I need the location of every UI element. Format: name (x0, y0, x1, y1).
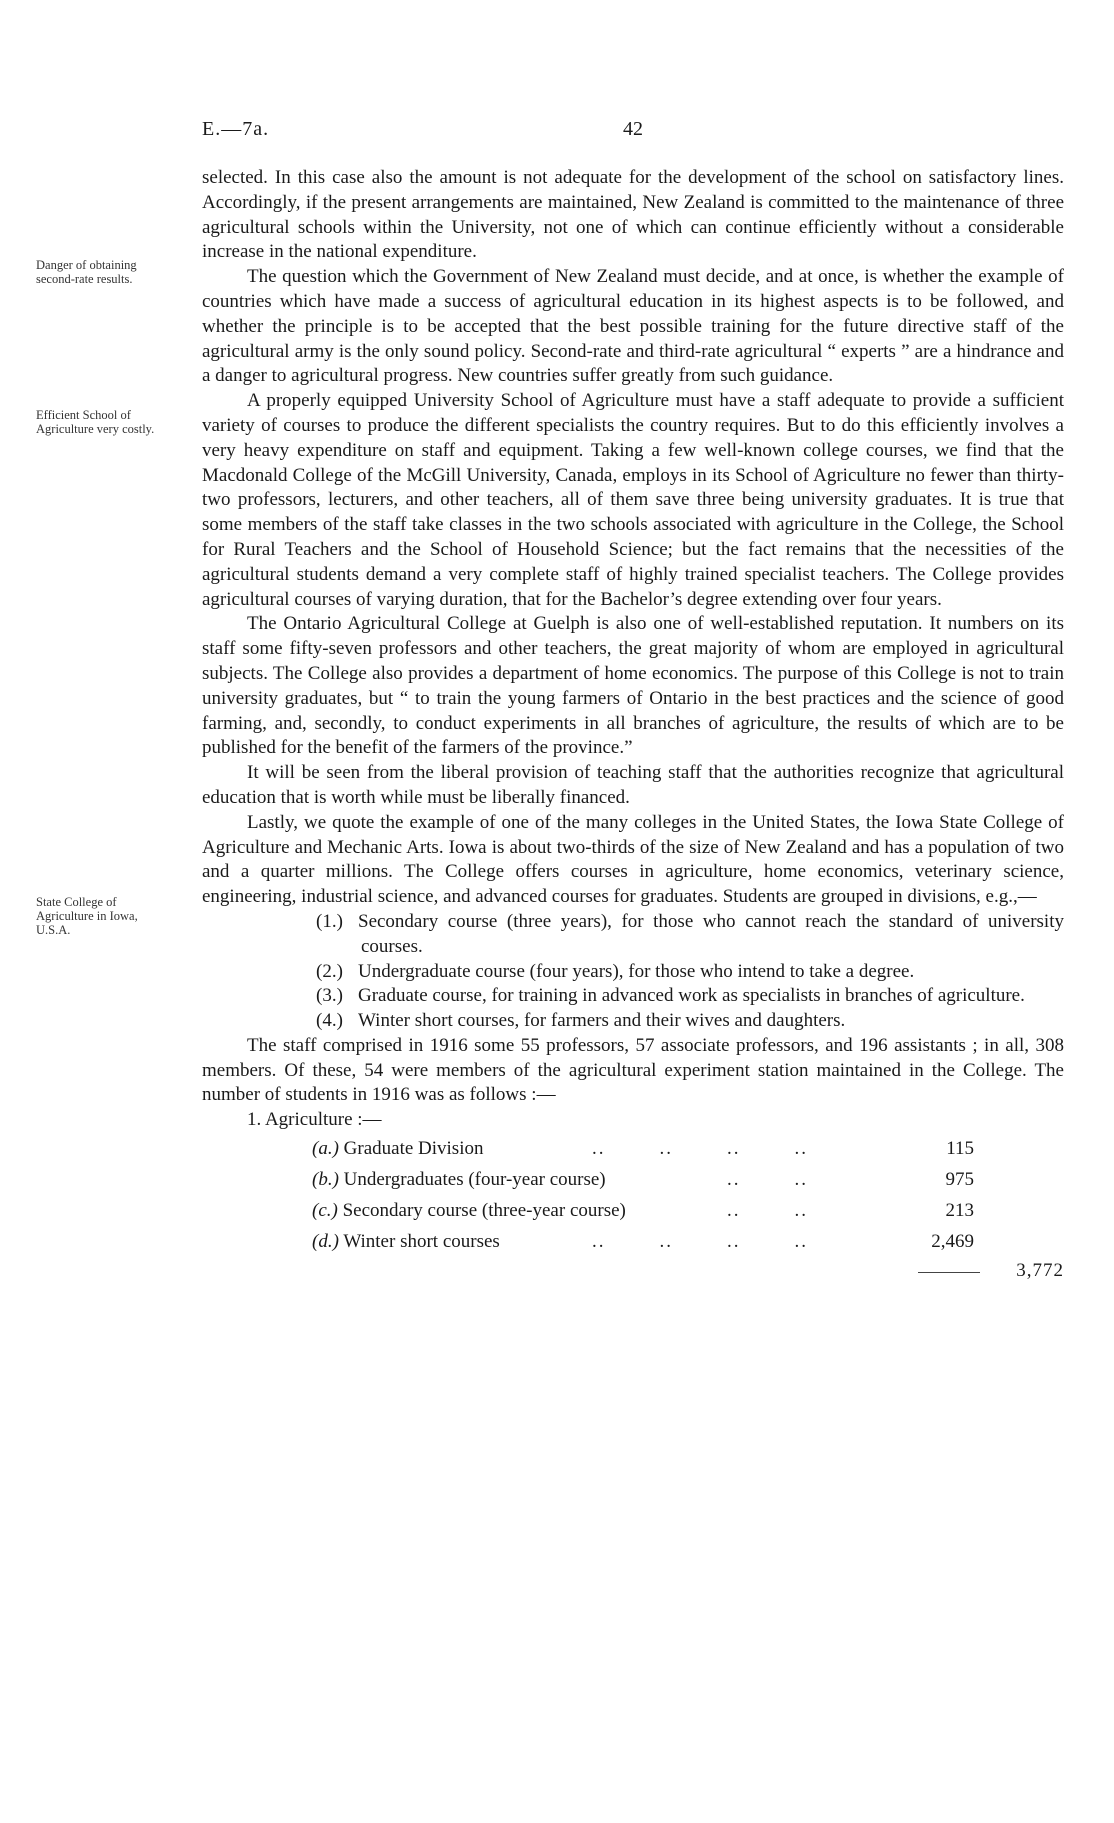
list-item-text: Secondary course (three years), for those who cannot reach the standard of university courses. (358, 910, 1064, 957)
table-row (202, 1199, 1064, 1230)
series-code: E.—7a. (202, 118, 270, 140)
sum-rule (918, 1272, 980, 1273)
leader-dots: .. .. .. .. (592, 1138, 808, 1160)
table-row (202, 1168, 1064, 1199)
total-row (202, 1261, 1064, 1292)
list-item (202, 960, 1064, 985)
list-item-text: Undergraduate course (four years), for those who intend to take a degree. (358, 960, 915, 982)
side-note-danger: Danger of obtaining second-rate results. (36, 258, 137, 286)
row-value: 213 (945, 1200, 974, 1222)
table-row (202, 1137, 1064, 1168)
divisions-list (202, 910, 1064, 1034)
page-body (202, 166, 1064, 1292)
list-item-number: (2.) (316, 960, 343, 982)
enrollment-total: 3,772 (1016, 1260, 1064, 1282)
leader-dots: .. .. (592, 1200, 808, 1222)
enrollment-heading: 1. Agriculture :— (247, 1109, 382, 1131)
paragraph-iowa: Lastly, we quote the example of one of the many colleges in the United States, the Iowa State College of Agriculture and Mechanic Arts. Iowa is about two-thirds of the size of New Zealand and has a population of two and a quarter millions. The College offers courses in agriculture, home economics, veterinary science, engineering, industrial science, and advanced courses for graduates. Students are grouped in divisions, e.g.,— (202, 811, 1064, 908)
paragraph-question: The question which the Government of New Zealand must decide, and at once, is whether the example of countries which have made a success of agricultural education in its highest aspects is to be followed, and whether the principle is to be accepted that the best possible training for the future directive staff of the agricultural army is the only sound policy. Second-rate and third-rate agricultural “ experts ” are a hindrance and a danger to agricultural progress. New countries suffer greatly from such guidance. (202, 266, 1064, 387)
list-item-number: (3.) (316, 985, 343, 1007)
row-value: 2,469 (931, 1231, 974, 1253)
enrollment-table (202, 1137, 1064, 1292)
paragraph-university-school: A properly equipped University School of Agriculture must have a staff adequate to provide a sufficient variety of courses to produce the different specialists the country requires. But to do this efficiently involves a very heavy expenditure on staff and equipment. Taking a few well-known college courses, we find that the Macdonald College of the McGill University, Canada, employs in its School of Agriculture no fewer than thirty-two professors, lecturers, and other teachers, all of them save three being university graduates. It is true that some members of the staff take classes in the two schools associated with agriculture in the College, the School for Rural Teachers and the School of Household Science; but the fact remains that the necessities of the agricultural students demand a very complete staff of highly trained specialist teachers. The College provides agricultural courses of varying duration, that for the Bachelor’s degree extending over four years. (202, 390, 1064, 610)
list-item-number: (1.) (316, 910, 343, 932)
paragraph-ontario: The Ontario Agricultural College at Guelph is also one of well-established reputation. It numbers on its staff some fifty-seven professors and other teachers, the great majority of whom are employed in agricultural subjects. The College also provides a department of home economics. The purpose of this College is not to train university graduates, but “ to train the young farmers of Ontario in the best practices and the science of good farming, and, secondly, to conduct experiments in all branches of agriculture, the results of which are to be published for the benefit of the farmers of the province.” (202, 613, 1064, 759)
leader-dots: .. .. .. .. (592, 1231, 808, 1253)
list-item-text: Graduate course, for training in advanced work as specialists in branches of agriculture. (358, 985, 1025, 1007)
paragraph-financing: It will be seen from the liberal provision of teaching staff that the authorities recognize that agricultural education that is worth while must be liberally financed. (202, 762, 1064, 808)
leader-dots: .. .. (592, 1169, 808, 1191)
row-label: (a.) Graduate Division (312, 1138, 484, 1160)
table-row (202, 1230, 1064, 1261)
row-value: 975 (945, 1169, 974, 1191)
list-item-text: Winter short courses, for farmers and their wives and daughters. (358, 1010, 846, 1032)
paragraph-staff: The staff comprised in 1916 some 55 professors, 57 associate professors, and 196 assistants ; in all, 308 members. Of these, 54 were members of the agricultural experiment station maintained in the College. The number of students in 1916 was as follows :— (202, 1034, 1064, 1106)
side-note-iowa: State College of Agriculture in Iowa, U.S.A. (36, 895, 138, 937)
row-label: (b.) Undergraduates (four-year course) (312, 1169, 606, 1191)
row-value: 115 (946, 1138, 974, 1160)
list-item-number: (4.) (316, 1010, 343, 1032)
row-label: (c.) Secondary course (three-year course) (312, 1200, 626, 1222)
list-item (202, 910, 1064, 960)
paragraph-continuation: selected. In this case also the amount is not adequate for the development of the school on satisfactory lines. Accordingly, if the present arrangements are maintained, New Zealand is committed to the maintenance of three agricultural schools within the University, not one of which can continue efficiently without a considerable increase in the national expenditure. (202, 167, 1064, 263)
row-label: (d.) Winter short courses (312, 1231, 500, 1253)
side-note-costly: Efficient School of Agriculture very costly. (36, 408, 155, 436)
page-number: 42 (623, 118, 643, 140)
list-item (202, 1009, 1064, 1034)
page-header (0, 118, 1114, 142)
list-item (202, 984, 1064, 1009)
